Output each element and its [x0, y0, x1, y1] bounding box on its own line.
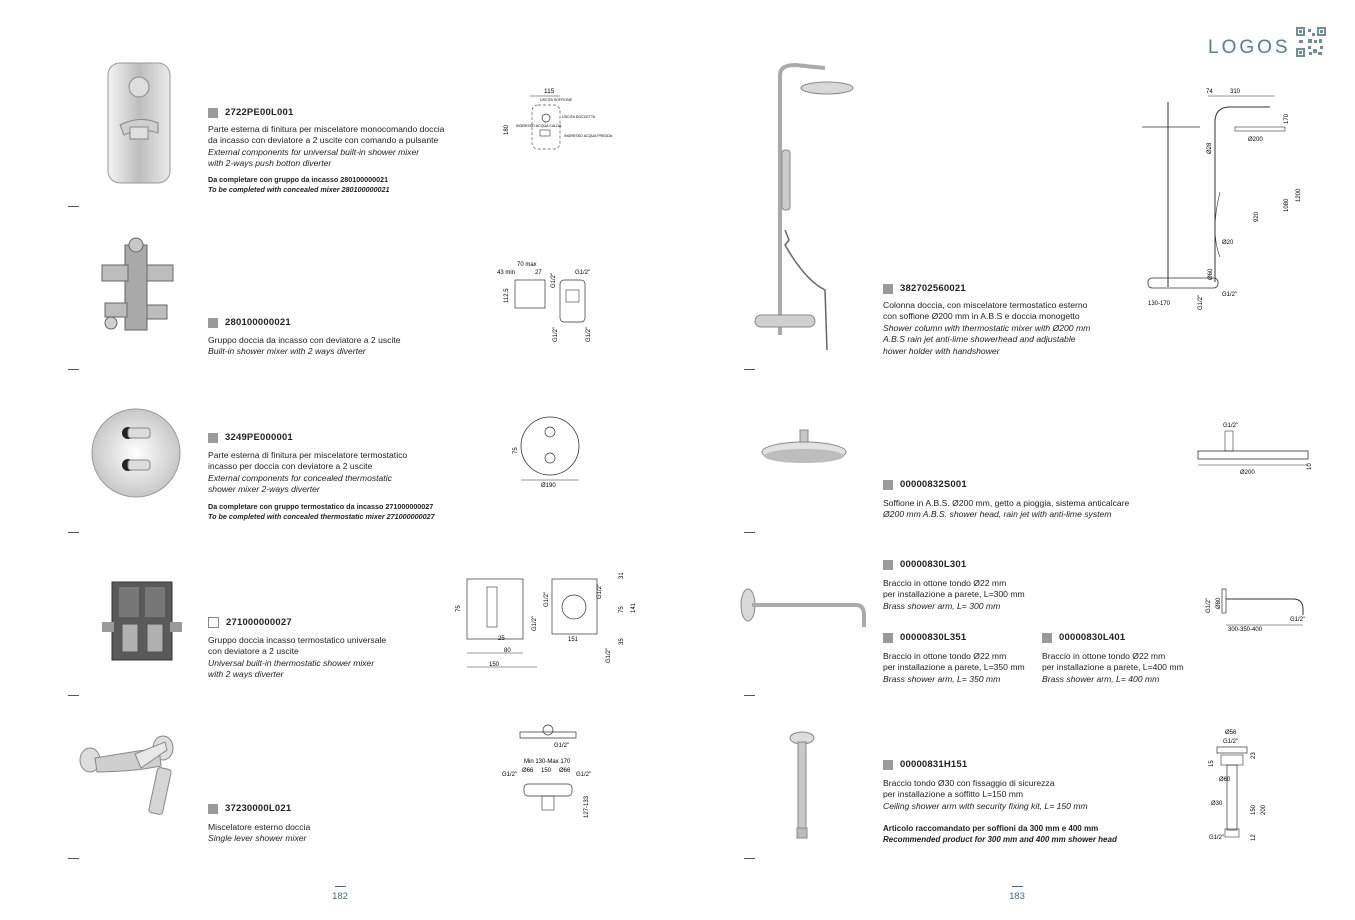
product-photo-shower-column — [745, 60, 855, 360]
separator — [68, 206, 79, 207]
svg-text:G1/2": G1/2" — [606, 647, 612, 663]
product-code: 2722PE00L001 — [208, 107, 293, 118]
svg-text:Ø60: Ø60 — [1219, 777, 1231, 783]
svg-text:151: 151 — [568, 637, 579, 643]
svg-text:12: 12 — [1251, 834, 1257, 841]
product-marker — [883, 284, 893, 294]
svg-text:Ø80: Ø80 — [1216, 597, 1222, 609]
svg-text:USCITA SOFFIONE: USCITA SOFFIONE — [540, 98, 573, 102]
product-description: Gruppo doccia incasso termostatico universale con deviatore a 2 uscite Universal built-in thermostatic shower mixer with 2 ways diverter — [208, 635, 387, 680]
svg-text:31: 31 — [619, 572, 625, 579]
product-code: 00000830L301 — [883, 559, 966, 570]
product-marker — [208, 108, 218, 118]
svg-text:70 max: 70 max — [517, 262, 537, 268]
brand-logo: LOGOS — [1208, 37, 1291, 58]
product-marker — [883, 480, 893, 490]
product-code: 00000830L401 — [1042, 632, 1125, 643]
page-number-left: 182 — [325, 886, 355, 902]
product-photo-shower-head — [758, 428, 853, 473]
product-marker — [208, 804, 218, 814]
svg-text:112.5: 112.5 — [504, 288, 510, 303]
svg-text:G1/2": G1/2" — [553, 326, 559, 342]
svg-text:35: 35 — [619, 638, 625, 645]
svg-text:INGRESSO ACQUA FREDDA: INGRESSO ACQUA FREDDA — [564, 134, 613, 138]
svg-text:920: 920 — [1254, 211, 1260, 222]
separator — [744, 695, 755, 696]
svg-text:Min 130-Max 170: Min 130-Max 170 — [524, 759, 571, 765]
product-note: Da completare con gruppo da incasso 280100000021 To be completed with concealed mixer 280100000021 — [208, 175, 390, 194]
svg-text:23: 23 — [1251, 752, 1257, 759]
page-number-right: 183 — [1002, 886, 1032, 902]
product-marker — [883, 633, 893, 643]
product-photo-concealed-mixer — [97, 235, 177, 340]
svg-text:Ø20: Ø20 — [1222, 240, 1234, 246]
product-code: 00000830L351 — [883, 632, 966, 643]
svg-text:G1/2": G1/2" — [502, 772, 518, 778]
svg-text:130-170: 130-170 — [1148, 301, 1171, 307]
technical-drawing — [1198, 585, 1318, 633]
product-note: Articolo raccomandato per soffioni da 300 mm e 400 mm Recommended product for 300 mm and 400 mm shower head — [883, 824, 1117, 844]
product-marker — [208, 433, 218, 443]
product-photo-thermostatic-body — [97, 572, 187, 672]
svg-text:200: 200 — [1261, 804, 1267, 815]
svg-text:75: 75 — [619, 606, 625, 613]
product-photo-shower-arm — [738, 585, 868, 630]
product-description: Braccio in ottone tondo Ø22 mm per installazione a parete, L=350 mm Brass shower arm, L= 350 mm — [883, 651, 1025, 684]
product-marker — [883, 760, 893, 770]
svg-text:75: 75 — [456, 605, 462, 612]
svg-text:G1/2": G1/2" — [551, 272, 557, 288]
product-description: Braccio tondo Ø30 con fissaggio di sicurezza per installazione a soffitto L=150 mm Ceiling shower arm with security fixing kit, L= 150 mm — [883, 778, 1088, 811]
product-description: Braccio in ottone tondo Ø22 mm per installazione a parete, L=400 mm Brass shower arm, L= 400 mm — [1042, 651, 1184, 684]
product-marker — [883, 560, 893, 570]
product-description: Braccio in ottone tondo Ø22 mm per installazione a parete, L=300 mm Brass shower arm, L= 300 mm — [883, 578, 1025, 611]
svg-text:Ø56: Ø56 — [1225, 730, 1237, 736]
svg-text:180: 180 — [504, 124, 510, 135]
product-code: 37230000L021 — [208, 803, 291, 814]
product-marker — [208, 318, 218, 328]
svg-text:1080: 1080 — [1284, 198, 1290, 212]
svg-text:Ø66: Ø66 — [559, 768, 571, 774]
svg-text:1200: 1200 — [1296, 188, 1302, 202]
svg-text:G1/2": G1/2" — [575, 270, 591, 276]
svg-text:Ø66: Ø66 — [522, 768, 534, 774]
qr-code-icon — [1296, 27, 1326, 57]
svg-text:G1/2": G1/2" — [1223, 739, 1239, 745]
svg-text:150: 150 — [541, 768, 552, 774]
svg-text:G1/2": G1/2" — [1209, 835, 1225, 841]
svg-text:G1/2": G1/2" — [1206, 597, 1212, 613]
svg-text:75: 75 — [513, 447, 519, 454]
svg-text:80: 80 — [504, 648, 511, 654]
product-marker — [208, 617, 219, 628]
svg-text:300-350-400: 300-350-400 — [1228, 627, 1263, 633]
separator — [68, 695, 79, 696]
svg-text:Ø60: Ø60 — [1208, 268, 1214, 280]
svg-text:170: 170 — [1284, 113, 1290, 124]
svg-text:Ø30: Ø30 — [1211, 801, 1223, 807]
technical-drawing — [1195, 418, 1315, 480]
svg-text:25: 25 — [498, 636, 505, 642]
svg-text:10: 10 — [1307, 463, 1313, 470]
svg-text:INGRESSO ACQUA CALDA: INGRESSO ACQUA CALDA — [516, 124, 562, 128]
svg-text:G1/2": G1/2" — [1223, 423, 1239, 429]
separator — [68, 369, 79, 370]
svg-text:G1/2": G1/2" — [532, 615, 538, 631]
product-marker — [1042, 633, 1052, 643]
svg-text:G1/2": G1/2" — [576, 772, 592, 778]
svg-text:115: 115 — [544, 88, 555, 95]
separator — [744, 369, 755, 370]
product-description: Soffione in A.B.S. Ø200 mm, getto a pioggia, sistema anticalcare Ø200 mm A.B.S. shower head, rain jet with anti-lime system — [883, 498, 1130, 520]
technical-drawing — [1140, 82, 1310, 312]
separator — [68, 858, 79, 859]
svg-text:Ø28: Ø28 — [1207, 142, 1213, 154]
product-code: 3249PE000001 — [208, 432, 293, 443]
svg-text:Ø200: Ø200 — [1248, 137, 1263, 143]
svg-text:G1/2": G1/2" — [597, 583, 603, 599]
technical-drawing — [1205, 725, 1285, 843]
technical-drawing — [498, 722, 598, 820]
svg-text:150: 150 — [489, 662, 500, 668]
product-description: Colonna doccia, con miscelatore termostatico esterno con soffione Ø200 mm in A.B.S e doccia monogetto Shower column with thermostatic mixer with Ø200 mm A.B.S rain jet anti-lime showerhead and adjustable hower holder with handshower — [883, 300, 1091, 356]
svg-text:127-133: 127-133 — [584, 795, 590, 818]
product-note: Da completare con gruppo termostatico da incasso 271000000027 To be completed with concealed thermostatic mixer 271000000027 — [208, 502, 435, 521]
svg-text:G1/2": G1/2" — [1198, 294, 1204, 310]
product-description: Gruppo doccia da incasso con deviatore a 2 uscite Built-in shower mixer with 2 ways diverter — [208, 335, 401, 357]
svg-text:G1/2": G1/2" — [1290, 617, 1306, 623]
product-photo-ceiling-arm — [788, 728, 818, 843]
svg-text:Ø200: Ø200 — [1240, 470, 1255, 476]
svg-text:G1/2": G1/2" — [1222, 292, 1238, 298]
product-photo-shower-plate — [100, 55, 180, 190]
separator — [744, 532, 755, 533]
technical-drawing — [452, 567, 642, 672]
svg-text:G1/2": G1/2" — [586, 326, 592, 342]
product-photo-thermostatic-plate — [88, 403, 183, 503]
product-code: 00000832S001 — [883, 479, 967, 490]
product-code: 382702560021 — [883, 283, 966, 294]
svg-text:G1/2": G1/2" — [554, 743, 570, 749]
svg-text:43 min: 43 min — [497, 270, 516, 276]
svg-text:27: 27 — [535, 270, 542, 276]
svg-text:310: 310 — [1230, 89, 1241, 95]
technical-drawing — [505, 410, 590, 490]
svg-text:15: 15 — [1209, 760, 1215, 767]
svg-text:G1/2": G1/2" — [544, 591, 550, 607]
svg-text:USCITA DOCCETTA: USCITA DOCCETTA — [562, 115, 596, 119]
product-description: Miscelatore esterno doccia Single lever shower mixer — [208, 822, 311, 844]
product-description: Parte esterna di finitura per miscelatore termostatico incasso per doccia con deviatore a 2 uscite External components for concealed thermostatic shower mixer 2-ways diverter — [208, 450, 408, 495]
separator — [68, 532, 79, 533]
svg-text:74: 74 — [1206, 89, 1213, 95]
svg-text:150: 150 — [1251, 804, 1257, 815]
technical-drawing — [495, 258, 605, 348]
product-description: Parte esterna di finitura per miscelatore monocomando doccia da incasso con deviatore a 2 uscite con comando a pulsante External components for universal built-in shower mixer with 2-ways push botton diverter — [208, 124, 445, 169]
svg-text:Ø190: Ø190 — [541, 483, 556, 489]
svg-text:141: 141 — [631, 602, 637, 613]
product-code: 00000831H151 — [883, 759, 967, 770]
technical-drawing — [500, 85, 613, 155]
product-photo-wall-mixer — [75, 728, 180, 818]
product-code: 280100000021 — [208, 317, 291, 328]
product-code: 271000000027 — [208, 617, 292, 628]
separator — [744, 858, 755, 859]
